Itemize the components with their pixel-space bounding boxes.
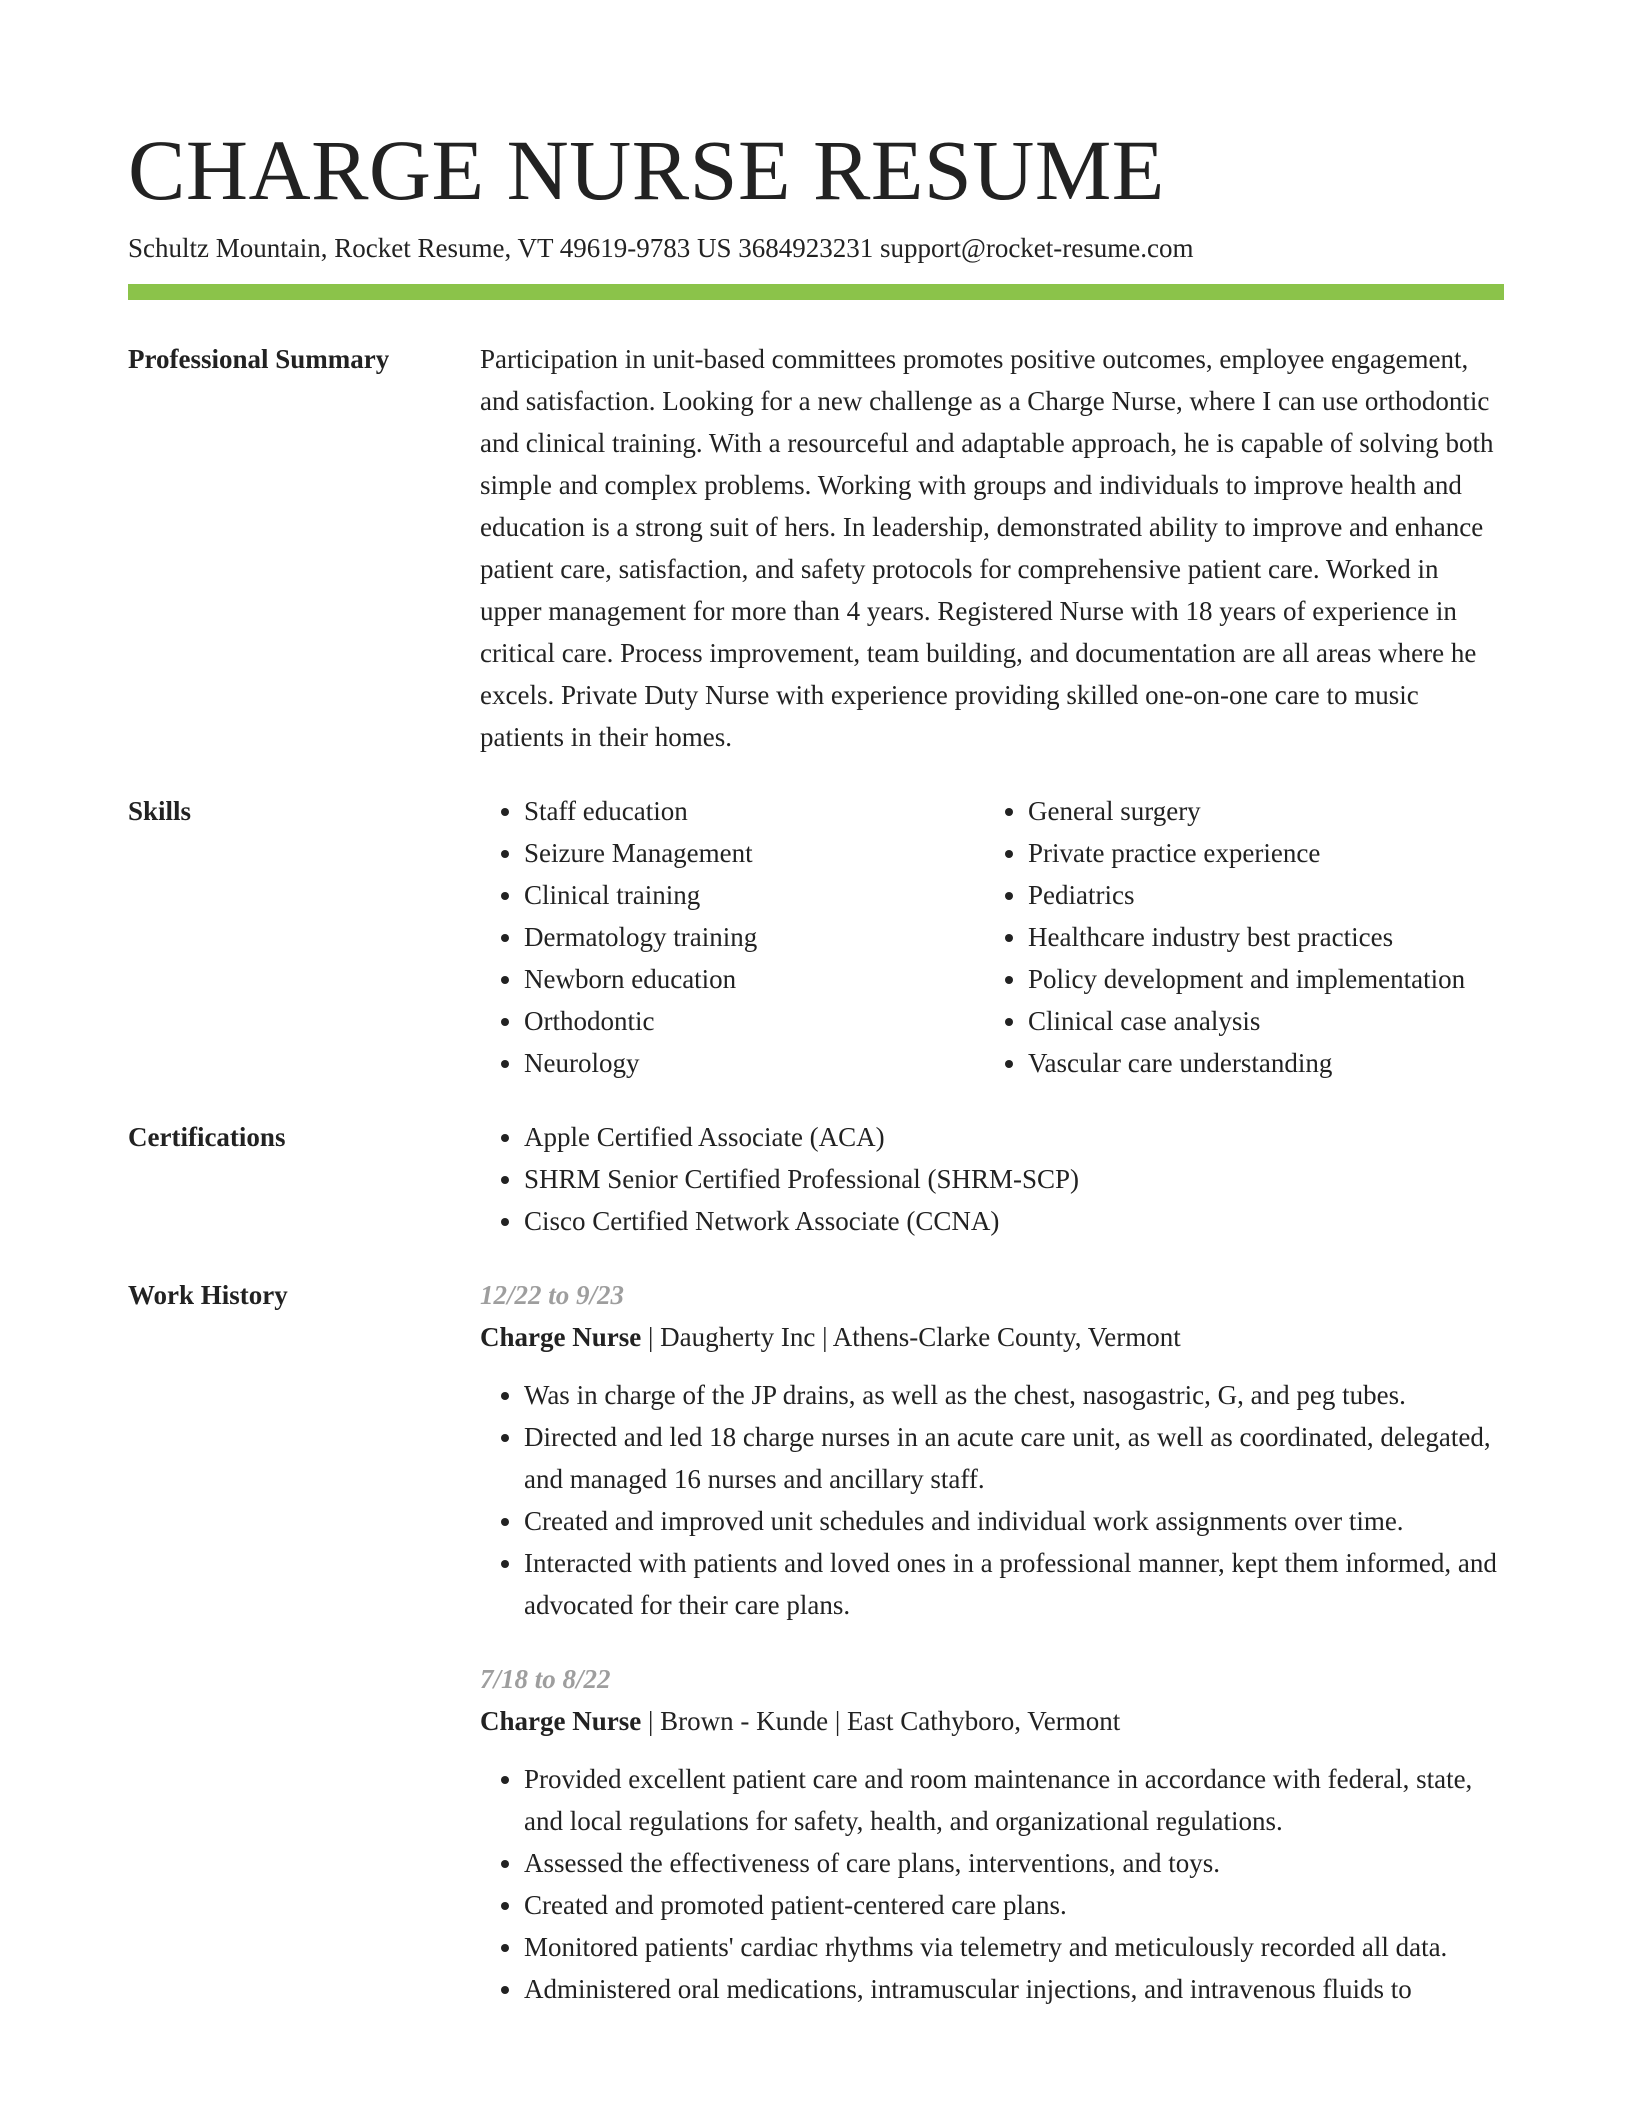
job-dates: 12/22 to 9/23 — [480, 1280, 625, 1310]
job-bullets — [480, 1758, 1504, 2010]
job-entry — [480, 1658, 1504, 2010]
job-title: Charge Nurse — [480, 1322, 642, 1352]
skills-list-right — [984, 790, 1504, 1084]
job-bullet: • Provided excellent patient care and room maintenance in accordance with federal, state, and local regulations for safety, health, and organizational regulations. — [524, 1758, 1504, 1842]
job-bullets — [480, 1374, 1504, 1626]
resume-title: CHARGE NURSE RESUME — [128, 122, 1165, 218]
resume-page — [128, 120, 1504, 2042]
summary-heading: Professional Summary — [128, 344, 390, 374]
accent-divider — [128, 284, 1504, 300]
certifications-section — [128, 1116, 1504, 1242]
job-bullet: • Interacted with patients and loved ones in a professional manner, kept them informed, and advocated for their care plans. — [524, 1542, 1504, 1626]
skill-item: • Private practice experience — [1028, 832, 1504, 874]
job-employer-location: | Brown - Kunde | East Cathyboro, Vermont — [641, 1706, 1121, 1736]
skill-item: • Clinical case analysis — [1028, 1000, 1504, 1042]
skill-item: • Neurology — [524, 1042, 984, 1084]
job-dates: 7/18 to 8/22 — [480, 1664, 611, 1694]
skill-item: • Clinical training — [524, 874, 984, 916]
certification-item: • SHRM Senior Certified Professional (SHRM-SCP) — [524, 1158, 1504, 1200]
skill-item: • Pediatrics — [1028, 874, 1504, 916]
certifications-heading: Certifications — [128, 1122, 286, 1152]
work-history-heading: Work History — [128, 1280, 288, 1310]
job-bullet: • Was in charge of the JP drains, as well as the chest, nasogastric, G, and peg tubes. — [524, 1374, 1504, 1416]
job-bullet: • Created and improved unit schedules and individual work assignments over time. — [524, 1500, 1504, 1542]
summary-section — [128, 338, 1504, 758]
skill-item: • Policy development and implementation — [1028, 958, 1504, 1000]
skills-list-left — [480, 790, 984, 1084]
skill-item: • General surgery — [1028, 790, 1504, 832]
job-bullet: • Created and promoted patient-centered care plans. — [524, 1884, 1504, 1926]
certifications-list — [480, 1116, 1504, 1242]
skill-item: • Orthodontic — [524, 1000, 984, 1042]
skill-item: • Newborn education — [524, 958, 984, 1000]
skill-item: • Dermatology training — [524, 916, 984, 958]
skill-item: • Healthcare industry best practices — [1028, 916, 1504, 958]
job-title: Charge Nurse — [480, 1706, 642, 1736]
certification-item: • Cisco Certified Network Associate (CCNA) — [524, 1200, 1504, 1242]
work-history-section — [128, 1274, 1504, 2042]
skills-section — [128, 790, 1504, 1084]
job-header — [480, 1700, 1504, 1742]
skill-item: • Staff education — [524, 790, 984, 832]
job-entry — [480, 1274, 1504, 1626]
skills-heading: Skills — [128, 796, 192, 826]
job-header — [480, 1316, 1504, 1358]
skill-item: • Vascular care understanding — [1028, 1042, 1504, 1084]
job-bullet: • Monitored patients' cardiac rhythms via telemetry and meticulously recorded all data. — [524, 1926, 1504, 1968]
job-employer-location: | Daugherty Inc | Athens-Clarke County, Vermont — [641, 1322, 1181, 1352]
job-bullet: • Directed and led 18 charge nurses in an acute care unit, as well as coordinated, delegated, and managed 16 nurses and ancillary staff. — [524, 1416, 1504, 1500]
summary-text: Participation in unit-based committees promotes positive outcomes, employee engagement, and satisfaction. Looking for a new challenge as a Charge Nurse, where I can use orthodontic and clinical training. With a resourceful and adaptable approach, he is capable of solving both simple and complex problems. Working with groups and individuals to improve health and education is a strong suit of hers. In leadership, demonstrated ability to improve and enhance patient care, satisfaction, and safety protocols for comprehensive patient care. Worked in upper management for more than 4 years. Registered Nurse with 18 years of experience in critical care. Process improvement, team building, and documentation are all areas where he excels. Private Duty Nurse with experience providing skilled one-on-one care to music patients in their homes. — [480, 344, 1494, 752]
skill-item: • Seizure Management — [524, 832, 984, 874]
contact-line: Schultz Mountain, Rocket Resume, VT 49619-9783 US 3684923231 support@rocket-resume.com — [128, 233, 1194, 263]
job-bullet: • Assessed the effectiveness of care plans, interventions, and toys. — [524, 1842, 1504, 1884]
job-bullet: • Administered oral medications, intramuscular injections, and intravenous fluids to — [524, 1968, 1504, 2010]
certification-item: • Apple Certified Associate (ACA) — [524, 1116, 1504, 1158]
